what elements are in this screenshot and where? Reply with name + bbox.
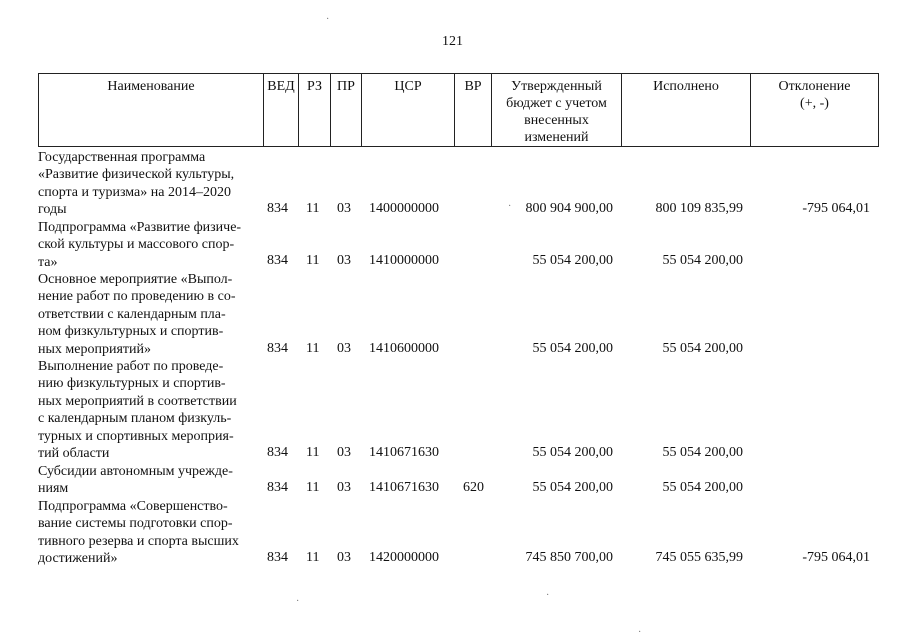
row-ved: 834 xyxy=(267,201,288,216)
row-pr: 03 xyxy=(337,201,351,216)
row-pr: 03 xyxy=(337,445,351,460)
row-csr: 1410600000 xyxy=(369,341,439,356)
row-rz: 11 xyxy=(306,253,320,268)
row-executed: 745 055 635,99 xyxy=(655,550,743,565)
row-csr: 1410671630 xyxy=(369,445,439,460)
row-rz: 11 xyxy=(306,445,320,460)
row-csr: 1400000000 xyxy=(369,201,439,216)
row-budget: 55 054 200,00 xyxy=(532,480,613,495)
row-name: Субсидии автономным учрежде- ниям xyxy=(38,464,233,497)
row-executed: 800 109 835,99 xyxy=(655,201,743,216)
row-vr: 620 xyxy=(463,480,484,495)
row-rz: 11 xyxy=(306,550,320,565)
row-name: Подпрограмма «Совершенство- вание системы подготовки спор- тивного резерва и спорта высших достижений» xyxy=(38,499,239,567)
row-executed: 55 054 200,00 xyxy=(662,480,743,495)
header-budget: Утвержденный бюджет с учетом внесенных изменений xyxy=(491,74,621,146)
row-deviation: -795 064,01 xyxy=(802,201,870,216)
row-pr: 03 xyxy=(337,253,351,268)
row-budget: 55 054 200,00 xyxy=(532,445,613,460)
row-budget: 745 850 700,00 xyxy=(525,550,613,565)
row-rz: 11 xyxy=(306,201,320,216)
scan-speck: · xyxy=(638,627,642,638)
header-executed: Исполнено xyxy=(621,74,750,146)
scan-speck: · xyxy=(326,14,330,25)
row-ved: 834 xyxy=(267,480,288,495)
row-ved: 834 xyxy=(267,253,288,268)
header-deviation: Отклонение (+, -) xyxy=(750,74,878,146)
row-ved: 834 xyxy=(267,341,288,356)
row-csr: 1410671630 xyxy=(369,480,439,495)
row-ved: 834 xyxy=(267,550,288,565)
row-rz: 11 xyxy=(306,480,320,495)
scan-speck: · xyxy=(508,201,512,212)
header-ved: ВЕД xyxy=(263,74,298,146)
row-rz: 11 xyxy=(306,341,320,356)
row-csr: 1410000000 xyxy=(369,253,439,268)
row-executed: 55 054 200,00 xyxy=(662,445,743,460)
header-rz: РЗ xyxy=(298,74,330,146)
scan-speck: · xyxy=(296,596,300,607)
row-name: Основное мероприятие «Выпол- нение работ по проведению в со- ответствии с календарным пла- ном физкультурных и спортив- ных мероприятий» xyxy=(38,272,236,357)
page-number: 121 xyxy=(442,34,463,49)
row-pr: 03 xyxy=(337,550,351,565)
row-budget: 55 054 200,00 xyxy=(532,253,613,268)
row-ved: 834 xyxy=(267,445,288,460)
row-deviation: -795 064,01 xyxy=(802,550,870,565)
header-name: Наименование xyxy=(107,79,195,94)
header-vr: ВР xyxy=(454,74,491,146)
row-name: Подпрограмма «Развитие физиче- ской культуры и массового спор- та» xyxy=(38,220,242,270)
row-executed: 55 054 200,00 xyxy=(662,341,743,356)
scan-speck: · xyxy=(546,590,550,601)
row-executed: 55 054 200,00 xyxy=(662,253,743,268)
row-budget: 800 904 900,00 xyxy=(525,201,613,216)
row-pr: 03 xyxy=(337,341,351,356)
row-budget: 55 054 200,00 xyxy=(532,341,613,356)
row-pr: 03 xyxy=(337,480,351,495)
header-csr: ЦСР xyxy=(361,74,454,146)
row-csr: 1420000000 xyxy=(369,550,439,565)
header-pr: ПР xyxy=(330,74,361,146)
table-header xyxy=(38,73,879,147)
row-name: Выполнение работ по проведе- нию физкультурных и спортив- ных мероприятий в соответствии с календарным планом физкуль- турных и спортивных мероприя- тий области xyxy=(38,359,237,462)
row-name: Государственная программа «Развитие физической культуры, спорта и туризма» на 2014–2020 годы xyxy=(38,150,235,218)
